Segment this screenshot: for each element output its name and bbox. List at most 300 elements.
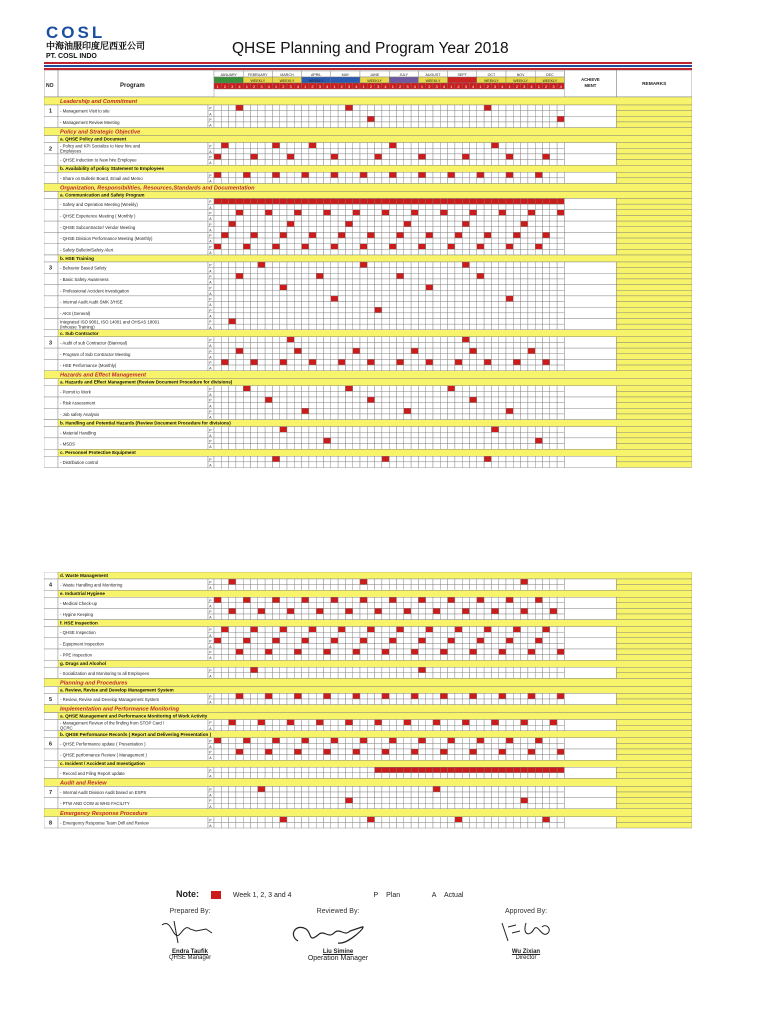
plan-cell <box>550 154 557 160</box>
plan-cell <box>550 693 557 699</box>
plan-cell <box>513 597 520 603</box>
plan-cell <box>229 105 236 111</box>
plan-cell <box>214 359 221 365</box>
actual-cell <box>418 302 425 308</box>
plan-cell <box>477 221 484 227</box>
actual-cell <box>550 403 557 409</box>
plan-cell <box>251 116 258 122</box>
actual-cell <box>251 342 258 348</box>
actual-cell <box>382 803 389 809</box>
actual-cell <box>229 215 236 221</box>
month-name: DEC <box>546 73 554 77</box>
plan-cell <box>397 348 404 354</box>
actual-cell <box>316 302 323 308</box>
actual-cell <box>491 122 498 128</box>
plan-cell <box>258 408 265 414</box>
plan-cell <box>324 720 331 726</box>
plan-cell <box>258 154 265 160</box>
actual-cell <box>382 204 389 210</box>
plan-cell <box>229 798 236 804</box>
actual-cell <box>324 249 331 255</box>
actual-cell <box>294 290 301 296</box>
prepared-signature <box>150 915 230 947</box>
plan-mark <box>462 608 469 614</box>
actual-cell <box>433 755 440 761</box>
actual-cell <box>331 111 338 117</box>
remarks-cell <box>616 238 692 244</box>
actual-cell <box>316 148 323 154</box>
plan-mark <box>382 456 389 462</box>
actual-cell <box>462 773 469 779</box>
plan-cell <box>426 786 433 792</box>
actual-cell <box>448 215 455 221</box>
actual-cell <box>302 238 309 244</box>
actual-cell <box>214 324 221 330</box>
actual-cell <box>221 204 228 210</box>
actual-cell <box>258 365 265 371</box>
actual-cell <box>550 279 557 285</box>
actual-cell <box>294 755 301 761</box>
plan-cell <box>426 262 433 268</box>
plan-cell <box>258 319 265 325</box>
plan-mark <box>221 199 228 205</box>
actual-cell <box>433 614 440 620</box>
actual-cell <box>484 632 491 638</box>
actual-cell <box>557 614 564 620</box>
plan-cell <box>309 296 316 302</box>
actual-cell <box>513 822 520 828</box>
subsection-title: a. QHSE Management and Performance Monitoring of Work Activity <box>60 713 208 719</box>
plan-cell <box>353 307 360 313</box>
plan-cell <box>221 386 228 392</box>
plan-cell <box>389 337 396 343</box>
plan-code: P <box>209 349 212 354</box>
program-name: - Safety Bulletin/Safety Alert <box>60 247 114 253</box>
plan-mark <box>550 608 557 614</box>
actual-cell <box>345 603 352 609</box>
actual-cell <box>404 111 411 117</box>
actual-cell <box>550 699 557 705</box>
actual-cell <box>433 342 440 348</box>
plan-cell <box>404 210 411 216</box>
actual-cell <box>499 803 506 809</box>
actual-cell <box>426 324 433 330</box>
actual-cell <box>375 354 382 360</box>
plan-cell <box>433 693 440 699</box>
actual-cell <box>214 725 221 731</box>
plan-cell <box>353 427 360 433</box>
plan-mark <box>506 408 513 414</box>
plan-cell <box>491 116 498 122</box>
plan-cell <box>418 608 425 614</box>
week-number: 4 <box>559 84 562 89</box>
plan-cell <box>214 456 221 462</box>
actual-cell <box>243 725 250 731</box>
plan-cell <box>389 116 396 122</box>
actual-cell <box>506 391 513 397</box>
remarks-cell <box>616 268 692 274</box>
actual-cell <box>389 725 396 731</box>
actual-cell <box>272 585 279 591</box>
plan-mark <box>272 143 279 149</box>
actual-cell <box>324 342 331 348</box>
actual-cell <box>506 673 513 679</box>
actual-cell <box>433 160 440 166</box>
actual-cell <box>521 585 528 591</box>
actual-code: A <box>209 433 212 438</box>
plan-mark <box>236 649 243 655</box>
plan-cell <box>251 456 258 462</box>
actual-cell <box>229 290 236 296</box>
plan-cell <box>521 667 528 673</box>
plan-cell <box>535 798 542 804</box>
plan-cell <box>214 285 221 291</box>
actual-cell <box>294 414 301 420</box>
plan-cell <box>397 319 404 325</box>
plan-mark <box>557 693 564 699</box>
plan-cell <box>360 319 367 325</box>
plan-cell <box>229 143 236 149</box>
actual-cell <box>557 632 564 638</box>
actual-cell <box>338 725 345 731</box>
plan-cell <box>521 348 528 354</box>
plan-cell <box>265 116 272 122</box>
actual-cell <box>470 290 477 296</box>
plan-cell <box>397 386 404 392</box>
plan-cell <box>397 408 404 414</box>
actual-cell <box>418 160 425 166</box>
actual-cell <box>389 792 396 798</box>
actual-cell <box>535 148 542 154</box>
actual-cell <box>375 313 382 319</box>
plan-cell <box>484 221 491 227</box>
actual-cell <box>477 324 484 330</box>
remarks-cell <box>616 738 692 744</box>
program-number: 8 <box>49 820 53 827</box>
actual-cell <box>491 215 498 221</box>
plan-mark <box>506 638 513 644</box>
plan-mark <box>345 798 352 804</box>
no-cell <box>44 798 58 809</box>
plan-cell <box>462 693 469 699</box>
plan-cell <box>324 408 331 414</box>
week-number: 3 <box>231 84 234 89</box>
actual-cell <box>221 755 228 761</box>
plan-cell <box>302 817 309 823</box>
actual-cell <box>462 632 469 638</box>
actual-cell <box>557 238 564 244</box>
plan-cell <box>236 720 243 726</box>
plan-cell <box>491 296 498 302</box>
plan-cell <box>251 798 258 804</box>
actual-cell <box>484 462 491 468</box>
plan-cell <box>236 408 243 414</box>
plan-cell <box>236 667 243 673</box>
plan-cell <box>543 348 550 354</box>
program-name: - AKS (General) <box>60 310 91 316</box>
actual-cell <box>521 632 528 638</box>
plan-cell <box>316 767 323 773</box>
plan-cell <box>375 649 382 655</box>
actual-cell <box>448 432 455 438</box>
plan-cell <box>389 786 396 792</box>
plan-cell <box>418 348 425 354</box>
remarks-cell <box>616 673 692 679</box>
plan-cell <box>433 427 440 433</box>
plan-cell <box>345 767 352 773</box>
plan-cell <box>448 105 455 111</box>
program-name: - Permit to Work <box>60 389 91 395</box>
actual-cell <box>324 822 331 828</box>
actual-cell <box>272 160 279 166</box>
actual-cell <box>521 603 528 609</box>
actual-cell <box>265 204 272 210</box>
plan-cell <box>426 667 433 673</box>
actual-cell <box>353 773 360 779</box>
plan-mark <box>426 232 433 238</box>
remarks-cell <box>616 324 692 330</box>
plan-cell <box>433 738 440 744</box>
actual-code: A <box>209 633 212 638</box>
plan-cell <box>543 427 550 433</box>
actual-cell <box>375 822 382 828</box>
plan-code: P <box>209 117 212 122</box>
actual-cell <box>316 227 323 233</box>
actual-cell <box>448 755 455 761</box>
plan-cell <box>331 319 338 325</box>
plan-cell <box>455 738 462 744</box>
plan-mark <box>345 608 352 614</box>
actual-cell <box>331 290 338 296</box>
actual-cell <box>491 324 498 330</box>
actual-cell <box>294 822 301 828</box>
plan-cell <box>375 386 382 392</box>
actual-cell <box>382 290 389 296</box>
actual-cell <box>302 178 309 184</box>
actual-cell <box>462 204 469 210</box>
actual-cell <box>316 773 323 779</box>
actual-cell <box>309 313 316 319</box>
actual-cell <box>214 643 221 649</box>
plan-cell <box>229 285 236 291</box>
actual-cell <box>543 215 550 221</box>
remarks-header: REMARKS <box>642 82 667 87</box>
plan-cell <box>535 649 542 655</box>
actual-cell <box>251 655 258 661</box>
actual-cell <box>229 227 236 233</box>
plan-cell <box>221 579 228 585</box>
actual-cell <box>491 655 498 661</box>
plan-cell <box>251 296 258 302</box>
actual-cell <box>243 603 250 609</box>
actual-cell <box>309 755 316 761</box>
actual-cell <box>440 354 447 360</box>
actual-cell <box>470 773 477 779</box>
actual-cell <box>382 227 389 233</box>
actual-cell <box>455 792 462 798</box>
program-name: - QHSE Performance update ( Presentation ) <box>60 741 146 747</box>
achievement-cell <box>564 232 616 243</box>
actual-cell <box>528 432 535 438</box>
section-title: Policy and Strategic Objective <box>60 129 141 136</box>
plan-cell <box>462 296 469 302</box>
plan-mark <box>404 767 411 773</box>
actual-cell <box>491 803 498 809</box>
program-number: 3 <box>49 340 53 347</box>
actual-cell <box>316 462 323 468</box>
plan-cell <box>528 438 535 444</box>
actual-cell <box>462 249 469 255</box>
plan-cell <box>499 667 506 673</box>
plan-cell <box>470 296 477 302</box>
actual-cell <box>272 432 279 438</box>
plan-cell <box>550 296 557 302</box>
actual-cell <box>426 391 433 397</box>
actual-cell <box>470 302 477 308</box>
actual-cell <box>287 773 294 779</box>
week-number: 1 <box>333 84 336 89</box>
actual-cell <box>557 792 564 798</box>
plan-cell <box>499 221 506 227</box>
plan-cell <box>397 143 404 149</box>
plan-cell <box>214 348 221 354</box>
plan-cell <box>287 408 294 414</box>
plan-cell <box>338 386 345 392</box>
actual-cell <box>316 673 323 679</box>
actual-cell <box>484 585 491 591</box>
remarks-cell <box>616 148 692 154</box>
actual-cell <box>324 122 331 128</box>
actual-cell <box>353 391 360 397</box>
plan-mark <box>528 210 535 216</box>
plan-cell <box>221 608 228 614</box>
actual-cell <box>214 313 221 319</box>
plan-cell <box>353 386 360 392</box>
plan-cell <box>513 285 520 291</box>
actual-cell <box>251 160 258 166</box>
actual-cell <box>360 227 367 233</box>
plan-mark <box>440 210 447 216</box>
actual-cell <box>448 632 455 638</box>
actual-cell <box>528 238 535 244</box>
plan-cell <box>353 438 360 444</box>
plan-cell <box>477 649 484 655</box>
plan-cell <box>528 786 535 792</box>
actual-cell <box>550 215 557 221</box>
plan-cell <box>513 273 520 279</box>
plan-cell <box>353 105 360 111</box>
actual-cell <box>433 354 440 360</box>
plan-cell <box>280 172 287 178</box>
plan-mark <box>404 221 411 227</box>
actual-cell <box>491 725 498 731</box>
plan-mark <box>470 749 477 755</box>
actual-cell <box>331 773 338 779</box>
plan-cell <box>440 386 447 392</box>
remarks-cell <box>616 667 692 673</box>
actual-cell <box>272 313 279 319</box>
actual-cell <box>499 324 506 330</box>
actual-cell <box>236 743 243 749</box>
actual-cell <box>470 585 477 591</box>
actual-code: A <box>209 303 212 308</box>
actual-cell <box>521 324 528 330</box>
plan-cell <box>448 649 455 655</box>
week-number: 2 <box>311 84 314 89</box>
actual-cell <box>528 391 535 397</box>
plan-cell <box>331 749 338 755</box>
actual-cell <box>302 462 309 468</box>
plan-cell <box>338 397 345 403</box>
actual-cell <box>221 122 228 128</box>
actual-cell <box>251 614 258 620</box>
month-frequency: WEEKLY <box>279 79 295 83</box>
plan-mark <box>506 597 513 603</box>
actual-cell <box>418 444 425 450</box>
actual-cell <box>397 614 404 620</box>
plan-cell <box>433 105 440 111</box>
approved-by-label: Approved By: <box>504 908 548 915</box>
plan-cell <box>360 767 367 773</box>
actual-cell <box>491 268 498 274</box>
actual-cell <box>448 178 455 184</box>
plan-cell <box>345 649 352 655</box>
plan-mark <box>280 627 287 633</box>
actual-cell <box>221 822 228 828</box>
achievement-cell <box>564 597 616 608</box>
actual-cell <box>309 792 316 798</box>
subsection-row <box>44 330 692 337</box>
actual-cell <box>470 238 477 244</box>
actual-cell <box>513 302 520 308</box>
actual-cell <box>433 148 440 154</box>
program-number: 1 <box>49 108 53 115</box>
plan-cell <box>440 348 447 354</box>
plan-cell <box>265 221 272 227</box>
actual-cell <box>302 391 309 397</box>
plan-cell <box>229 638 236 644</box>
actual-cell <box>287 122 294 128</box>
plan-cell <box>302 262 309 268</box>
plan-cell <box>258 638 265 644</box>
actual-cell <box>309 725 316 731</box>
actual-cell <box>353 792 360 798</box>
plan-cell <box>426 307 433 313</box>
actual-cell <box>528 354 535 360</box>
plan-cell <box>345 296 352 302</box>
plan-cell <box>316 232 323 238</box>
actual-cell <box>477 403 484 409</box>
plan-cell <box>214 649 221 655</box>
plan-cell <box>258 693 265 699</box>
plan-mark <box>470 693 477 699</box>
actual-cell <box>448 249 455 255</box>
actual-cell <box>448 279 455 285</box>
actual-cell <box>550 792 557 798</box>
actual-cell <box>506 725 513 731</box>
plan-mark <box>221 359 228 365</box>
plan-cell <box>302 154 309 160</box>
remarks-cell <box>616 720 692 726</box>
actual-cell <box>345 585 352 591</box>
actual-cell <box>243 324 250 330</box>
plan-cell <box>491 386 498 392</box>
actual-cell <box>265 148 272 154</box>
plan-cell <box>557 172 564 178</box>
plan-cell <box>382 232 389 238</box>
plan-cell <box>543 649 550 655</box>
plan-mark <box>389 143 396 149</box>
